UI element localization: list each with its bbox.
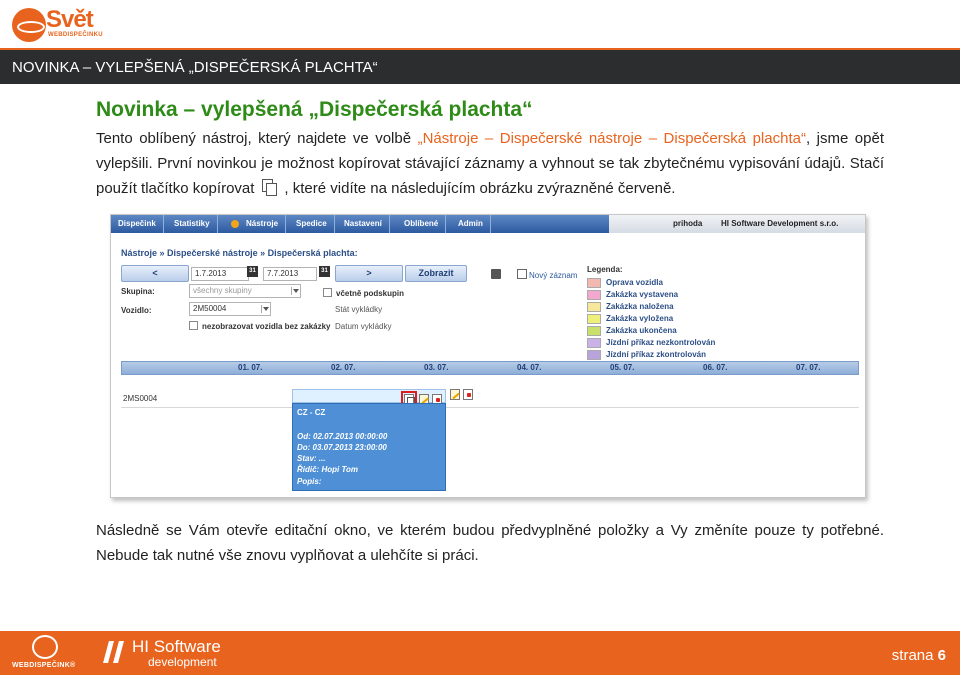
- date-from-input[interactable]: 1.7.2013: [191, 267, 249, 281]
- title-bar: [0, 48, 960, 84]
- timeline-date-header: [121, 361, 859, 375]
- vehicle-select[interactable]: 2M50004: [189, 302, 271, 316]
- hi-software-text: HI Software: [132, 637, 221, 656]
- legend-label: Oprava vozidla: [606, 278, 663, 287]
- top-header: [0, 0, 960, 48]
- chevron-down-icon: [291, 287, 299, 295]
- next-week-button[interactable]: >: [335, 265, 403, 282]
- copy-icon: [262, 179, 276, 195]
- task-from: Od: 02.07.2013 00:00:00: [297, 432, 388, 441]
- hi-logo-mark-icon: [102, 639, 128, 665]
- subgroups-label: včetně podskupin: [336, 289, 405, 298]
- task-to: Do: 03.07.2013 23:00:00: [297, 443, 387, 452]
- menu-oblibene[interactable]: Oblíbené: [397, 215, 446, 233]
- date-column-header: 06. 07.: [703, 363, 728, 372]
- legend-label: Zakázka ukončena: [606, 326, 677, 335]
- legend-title: Legenda:: [587, 265, 623, 274]
- page-label: strana: [891, 647, 934, 664]
- printer-icon[interactable]: [491, 269, 501, 279]
- calendar-icon[interactable]: 31: [319, 266, 330, 277]
- date-column-header: 05. 07.: [610, 363, 635, 372]
- logo-ball-icon: [12, 8, 46, 42]
- app-menubar: [111, 215, 866, 233]
- hi-software-logo: [102, 637, 242, 669]
- legend-label: Zakázka vystavena: [606, 290, 679, 299]
- date-to-input[interactable]: 7.7.2013: [263, 267, 317, 281]
- calendar-icon[interactable]: 31: [247, 266, 258, 277]
- menu-admin[interactable]: Admin: [451, 215, 491, 233]
- page-number: [892, 647, 946, 664]
- group-select[interactable]: všechny skupiny: [189, 284, 301, 298]
- task-detail-box[interactable]: [292, 403, 446, 491]
- svet-webdispecinku-logo[interactable]: [12, 6, 103, 42]
- edit-icon[interactable]: [450, 389, 460, 400]
- menu-dispecink[interactable]: Dispečink: [111, 215, 164, 233]
- article-paragraph-2: Následně se Vám otevře editační okno, ve kterém budou předvyplněné položky a Vy změníte pouze ty potřebné. Nebude tak nutné vše znovu vyplňovat a ulehčíte si práci.: [96, 522, 884, 564]
- development-text: development: [148, 655, 217, 669]
- menu-spedice[interactable]: Spedice: [289, 215, 335, 233]
- menu-statistiky[interactable]: Statistiky: [167, 215, 218, 233]
- legend-label: Jízdní příkaz zkontrolován: [606, 350, 707, 359]
- legend-swatch: [587, 350, 601, 360]
- current-user: prihoda: [673, 219, 703, 228]
- unloading-date-label: Datum vykládky: [335, 322, 392, 331]
- legend-swatch: [587, 278, 601, 288]
- menu-path-link: „Nástroje – Dispečerské nástroje – Dispečerská plachta“: [417, 130, 806, 147]
- legend-label: Jízdní příkaz nezkontrolován: [606, 338, 716, 347]
- legend-swatch: [587, 314, 601, 324]
- legend-label: Zakázka naložena: [606, 302, 674, 311]
- vehicle-label: Vozidlo:: [121, 306, 152, 315]
- logo-subtext: WEBDISPEČINKU: [48, 32, 103, 38]
- logo-ball-icon: [32, 635, 58, 659]
- group-label: Skupina:: [121, 287, 155, 296]
- order-state-label: Stát vykládky: [335, 305, 383, 314]
- article-headline: Novinka – vylepšená „Dispečerská plachta“: [96, 98, 533, 121]
- hide-idle-checkbox[interactable]: [189, 321, 198, 330]
- row-divider: [121, 407, 859, 408]
- p1-text-c: , které vidíte na následujícím obrázku zvýrazněné červeně.: [284, 180, 676, 197]
- page-section-title: NOVINKA – VYLEPŠENÁ „DISPEČERSKÁ PLACHTA“: [12, 59, 378, 76]
- task-state: Stav: ...: [297, 454, 326, 463]
- new-record-icon[interactable]: [517, 269, 527, 279]
- webdispecink-logo-text: WEBDISPEČINK®: [12, 662, 76, 669]
- page-number-value: 6: [937, 647, 946, 664]
- delete-icon[interactable]: [463, 389, 473, 400]
- menu-nastaveni[interactable]: Nastavení: [337, 215, 390, 233]
- menu-nastroje[interactable]: Nástroje: [239, 215, 286, 233]
- legend-swatch: [587, 326, 601, 336]
- subgroups-checkbox[interactable]: [323, 288, 332, 297]
- date-column-header: 04. 07.: [517, 363, 542, 372]
- prev-week-button[interactable]: <: [121, 265, 189, 282]
- legend-swatch: [587, 290, 601, 300]
- task-driver: Řidič: Hopi Tom: [297, 465, 359, 474]
- legend-label: Zakázka vyložena: [606, 314, 674, 323]
- breadcrumb: Nástroje » Dispečerské nástroje » Dispečerská plachta:: [121, 248, 358, 258]
- hide-idle-label: nezobrazovat vozidla bez zakázky: [202, 322, 331, 331]
- article: [96, 98, 884, 201]
- date-column-header: 01. 07.: [238, 363, 263, 372]
- vehicle-row-label: 2MS0004: [123, 394, 158, 403]
- legend-swatch: [587, 338, 601, 348]
- date-column-header: 07. 07.: [796, 363, 821, 372]
- chevron-down-icon: [261, 305, 269, 313]
- legend-swatch: [587, 302, 601, 312]
- p1-text-b: , jsme opět vylepšili. První novinkou je možnost kopírovat stávající záznamy a vyhnout se tak zbytečnému vypisování údajů. Stačí použít tlačítko kopírovat: [96, 130, 885, 197]
- date-column-header: 03. 07.: [424, 363, 449, 372]
- p1-text-a: Tento oblíbený nástroj, který najdete ve volbě: [96, 130, 418, 147]
- company-name: HI Software Development s.r.o.: [721, 219, 839, 228]
- article-paragraph-1: [96, 126, 884, 201]
- show-button[interactable]: Zobrazit: [405, 265, 467, 282]
- task-description: Popis:: [297, 477, 322, 486]
- task-route: CZ - CZ: [297, 408, 326, 417]
- new-record-link[interactable]: Nový záznam: [529, 271, 578, 280]
- active-dot-icon: [231, 220, 239, 228]
- webdispecink-logo: [12, 635, 82, 671]
- page-footer: [0, 631, 960, 675]
- logo-text: Svět: [46, 6, 93, 33]
- date-column-header: 02. 07.: [331, 363, 356, 372]
- dispatch-sheet-screenshot: [110, 214, 866, 498]
